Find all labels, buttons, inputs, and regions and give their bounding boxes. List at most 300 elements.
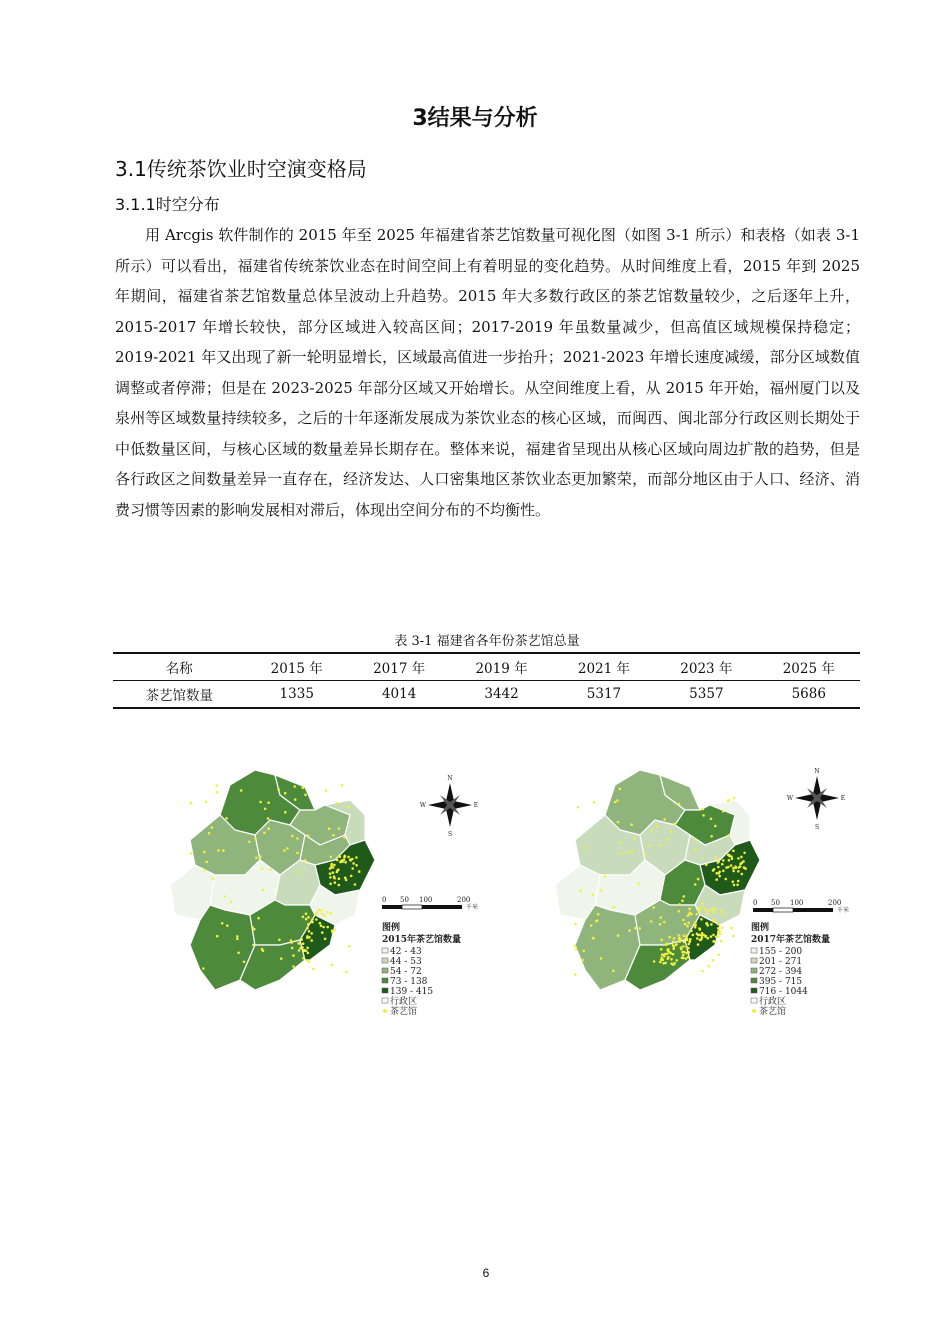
tea-house-point (574, 923, 577, 926)
table-header-cell: 2023 年 (680, 661, 733, 677)
legend-item-label: 139 - 415 (390, 987, 434, 997)
tea-house-point (262, 889, 265, 892)
tea-house-point (236, 935, 239, 938)
table-cell: 4014 (381, 686, 417, 702)
tea-house-point (284, 811, 287, 814)
tea-house-point (341, 860, 344, 863)
tea-house-point (633, 838, 636, 841)
tea-house-point (592, 937, 595, 940)
tea-house-point (702, 814, 705, 817)
tea-house-point (681, 951, 684, 954)
tea-house-point (673, 823, 676, 826)
tea-house-point (217, 849, 220, 852)
tea-house-point (339, 861, 342, 864)
legend-swatch (751, 958, 757, 963)
tea-house-point (653, 960, 656, 963)
tea-house-point (717, 927, 720, 930)
data-table (113, 652, 860, 709)
tea-house-point (358, 870, 361, 873)
compass-n-label: N (814, 768, 820, 775)
tea-house-point (717, 861, 720, 864)
tea-house-point (727, 866, 730, 869)
map-2017 (545, 765, 875, 1045)
tea-house-point (307, 834, 310, 837)
scale-label-100: 100 (790, 899, 804, 907)
tea-house-point (717, 923, 720, 926)
map-2015 (160, 765, 490, 1035)
tea-house-point (737, 870, 740, 873)
tea-house-point (695, 848, 698, 851)
tea-house-point (296, 837, 299, 840)
tea-house-point (686, 925, 689, 928)
tea-house-point (302, 916, 305, 919)
tea-house-point (352, 862, 355, 865)
legend-item-label: 155 - 200 (759, 947, 803, 957)
scale-label-0: 0 (382, 896, 387, 904)
tea-house-point (740, 856, 743, 859)
table-header-cell: 2015 年 (270, 661, 323, 677)
tea-house-point (687, 947, 690, 950)
scale-bar (382, 896, 478, 911)
tea-house-point (267, 827, 270, 830)
tea-house-point (267, 801, 270, 804)
tea-house-point (660, 939, 663, 942)
map-legend (751, 921, 830, 1017)
tea-house-point (292, 954, 295, 957)
scale-label-0: 0 (753, 899, 758, 907)
tea-house-point (688, 907, 691, 910)
legend-item-label: 行政区 (390, 997, 418, 1007)
tea-house-point (290, 939, 293, 942)
tea-house-point (336, 871, 339, 874)
tea-house-point (590, 924, 593, 927)
map-legend (382, 921, 461, 1017)
tea-house-point (673, 937, 676, 940)
tea-house-point (714, 825, 717, 828)
tea-house-point (304, 859, 307, 862)
legend-item-label: 茶艺馆 (390, 1007, 418, 1017)
tea-house-point (305, 913, 308, 916)
tea-house-point (733, 884, 736, 887)
tea-house-point (319, 922, 322, 925)
tea-house-point (329, 872, 332, 875)
legend-item-label: 54 - 72 (390, 967, 422, 977)
tea-house-point (715, 856, 718, 859)
tea-house-point (684, 923, 687, 926)
tea-house-point (732, 935, 735, 938)
tea-house-point (699, 939, 702, 942)
tea-house-point (237, 952, 240, 955)
table-caption: 表 3-1 福建省各年份茶艺馆总量 (394, 634, 580, 649)
tea-house-point (698, 934, 701, 937)
tea-house-point (659, 961, 662, 964)
tea-house-point (257, 917, 260, 920)
tea-house-point (297, 871, 300, 874)
tea-house-point (722, 870, 725, 873)
tea-house-point (222, 849, 225, 852)
table-header-row (113, 653, 860, 681)
tea-house-point (733, 797, 736, 800)
tea-house-point (269, 868, 272, 871)
tea-house-point (731, 857, 734, 860)
tea-house-point (715, 936, 718, 939)
tea-house-point (688, 951, 691, 954)
tea-house-point (732, 850, 735, 853)
tea-house-point (744, 867, 747, 870)
legend-item-label: 272 - 394 (759, 967, 803, 977)
tea-house-point (277, 788, 280, 791)
legend-swatch (751, 948, 757, 953)
tea-house-point (322, 926, 325, 929)
tea-house-point (263, 832, 266, 835)
tea-house-point (666, 953, 669, 956)
tea-house-point (628, 929, 631, 932)
tea-house-point (737, 857, 740, 860)
tea-house-point (216, 935, 219, 938)
tea-house-point (320, 925, 323, 928)
tea-house-point (718, 875, 721, 878)
tea-house-point (221, 922, 224, 925)
tea-house-point (315, 918, 318, 921)
tea-house-point (293, 785, 296, 788)
tea-house-point (278, 939, 281, 942)
tea-house-point (678, 934, 681, 937)
tea-house-point (251, 926, 254, 929)
tea-house-point (334, 881, 337, 884)
tea-house-point (216, 791, 219, 794)
tea-house-point (696, 932, 699, 935)
tea-house-point (656, 825, 659, 828)
tea-house-point (580, 889, 583, 892)
tea-house-point (722, 859, 725, 862)
tea-house-point (312, 968, 315, 971)
tea-house-point (581, 959, 584, 962)
scale-label-200: 200 (457, 896, 471, 904)
tea-house-point (668, 936, 671, 939)
tea-house-point (326, 926, 329, 929)
tea-house-point (321, 912, 324, 915)
tea-house-point (315, 913, 318, 916)
tea-house-point (719, 933, 722, 936)
tea-house-point (667, 948, 670, 951)
tea-house-point (730, 855, 733, 858)
tea-house-point (700, 934, 703, 937)
tea-house-point (717, 935, 720, 938)
tea-house-point (660, 948, 663, 951)
tea-house-point (721, 912, 724, 915)
tea-house-point (577, 806, 580, 809)
tea-house-point (344, 877, 347, 880)
legend-point-swatch (752, 1009, 756, 1013)
compass-e-label: E (473, 802, 479, 809)
tea-house-point (721, 927, 724, 930)
tea-house-point (667, 957, 670, 960)
scale-label-50: 50 (771, 899, 780, 907)
tea-house-point (732, 867, 735, 870)
tea-house-point (737, 880, 740, 883)
tea-house-point (325, 789, 328, 792)
tea-house-point (663, 954, 666, 957)
table-header-cell: 2021 年 (577, 661, 631, 677)
tea-house-point (695, 913, 698, 916)
tea-house-point (730, 927, 733, 930)
tea-house-point (688, 913, 691, 916)
legend-swatch (751, 968, 757, 973)
tea-house-point (710, 835, 713, 838)
tea-house-point (662, 962, 665, 965)
tea-house-point (341, 784, 344, 787)
tea-house-point (699, 908, 702, 911)
tea-house-point (345, 971, 348, 974)
tea-house-point (349, 859, 352, 862)
tea-house-point (318, 909, 321, 912)
tea-house-point (292, 965, 295, 968)
tea-house-point (574, 973, 577, 976)
tea-house-point (713, 911, 716, 914)
map-2017-figure (545, 765, 875, 1045)
tea-house-point (743, 852, 746, 855)
tea-house-point (337, 868, 340, 871)
tea-house-point (675, 944, 678, 947)
tea-house-point (682, 935, 685, 938)
tea-house-point (355, 864, 358, 867)
tea-house-point (670, 958, 673, 961)
tea-house-point (683, 941, 686, 944)
tea-house-point (683, 895, 686, 898)
tea-house-point (675, 959, 678, 962)
tea-house-point (307, 952, 310, 955)
tea-house-point (701, 936, 704, 939)
tea-house-point (310, 939, 313, 942)
legend-item-label: 44 - 53 (390, 957, 422, 967)
tea-house-point (693, 838, 696, 841)
tea-house-point (704, 907, 707, 910)
tea-house-point (283, 849, 286, 852)
legend-swatch (382, 968, 388, 973)
table-header-cell: 2017 年 (373, 661, 426, 677)
tea-house-point (215, 784, 218, 787)
tea-house-point (712, 920, 715, 923)
legend-swatch (382, 978, 388, 983)
tea-house-point (575, 948, 578, 951)
tea-house-point (701, 970, 704, 973)
tea-house-point (730, 864, 733, 867)
legend-swatch (382, 958, 388, 963)
tea-house-point (706, 913, 709, 916)
tea-house-point (267, 817, 270, 820)
legend-subtitle: 2017年茶艺馆数量 (751, 935, 831, 945)
legend-swatch (751, 978, 757, 983)
tea-house-point (690, 930, 693, 933)
tea-house-point (714, 907, 717, 910)
tea-house-point (264, 808, 267, 811)
tea-house-point (307, 923, 310, 926)
tea-house-point (698, 910, 701, 913)
tea-house-point (338, 877, 341, 880)
tea-house-point (323, 915, 326, 918)
tea-house-point (692, 934, 695, 937)
table-cell: 茶艺馆数量 (145, 688, 214, 704)
tea-house-point (328, 827, 331, 830)
legend-item-label: 201 - 271 (759, 957, 803, 967)
tea-house-point (681, 900, 684, 903)
tea-house-point (659, 923, 662, 926)
section-title: 3.1传统茶饮业时空演变格局 (115, 157, 367, 181)
tea-house-point (620, 842, 623, 845)
legend-item-label: 茶艺馆 (759, 1007, 787, 1017)
tea-house-point (732, 880, 735, 883)
tea-house-point (696, 937, 699, 940)
tea-house-point (687, 943, 690, 946)
tea-house-point (727, 834, 730, 837)
tea-house-point (261, 867, 264, 870)
tea-house-point (350, 875, 353, 878)
tea-house-point (682, 945, 685, 948)
tea-house-point (252, 944, 255, 947)
tea-house-point (663, 818, 666, 821)
legend-item-label: 行政区 (759, 997, 787, 1007)
tea-house-point (333, 875, 336, 878)
tea-house-point (326, 911, 329, 914)
tea-house-point (728, 859, 731, 862)
tea-house-point (243, 961, 246, 964)
compass-w-label: W (786, 795, 794, 802)
tea-house-point (706, 922, 709, 925)
tea-house-point (331, 929, 334, 932)
compass-s-label: S (447, 831, 453, 838)
fujian-districts (170, 770, 375, 990)
page-number: 6 (482, 1266, 490, 1280)
tea-house-point (680, 948, 683, 951)
tea-house-point (296, 852, 299, 855)
tea-house-point (236, 938, 239, 941)
tea-house-point (212, 878, 215, 881)
tea-house-point (678, 941, 681, 944)
tea-house-point (348, 945, 351, 948)
tea-house-point (617, 934, 620, 937)
tea-house-point (706, 910, 709, 913)
tea-house-point (225, 817, 228, 820)
tea-house-point (703, 934, 706, 937)
tea-house-point (600, 889, 603, 892)
tea-house-point (673, 962, 676, 965)
tea-house-point (329, 867, 332, 870)
tea-house-point (705, 864, 708, 867)
tea-house-point (351, 867, 354, 870)
tea-house-point (732, 870, 735, 873)
tea-house-point (612, 970, 615, 973)
tea-house-point (332, 866, 335, 869)
tea-house-point (330, 912, 333, 915)
tea-house-point (694, 924, 697, 927)
tea-house-point (694, 921, 697, 924)
tea-house-point (583, 950, 586, 953)
tea-house-point (339, 855, 342, 858)
tea-house-point (707, 937, 710, 940)
legend-item-label: 716 - 1044 (759, 987, 808, 997)
tea-house-point (306, 947, 309, 950)
tea-house-point (298, 949, 301, 952)
tea-house-point (205, 801, 208, 804)
compass-n-label: N (447, 775, 453, 782)
tea-house-point (336, 859, 339, 862)
tea-house-point (617, 821, 620, 824)
tea-house-point (637, 882, 640, 885)
tea-house-point (308, 936, 311, 939)
tea-house-point (280, 957, 283, 960)
table-header-cell: 2019 年 (475, 661, 528, 677)
tea-house-point (712, 959, 715, 962)
compass-rose (787, 768, 845, 831)
tea-house-point (672, 948, 675, 951)
legend-title: 图例 (751, 923, 770, 933)
tea-house-point (595, 920, 598, 923)
scale-label-200: 200 (828, 899, 842, 907)
tea-house-point (308, 930, 311, 933)
fujian-districts (555, 770, 760, 990)
tea-house-point (689, 938, 692, 941)
tea-house-point (735, 867, 738, 870)
tea-house-point (711, 909, 714, 912)
tea-house-point (670, 830, 673, 833)
tea-house-point (678, 910, 681, 913)
tea-house-point (338, 884, 341, 887)
tea-house-point (620, 852, 623, 855)
tea-house-point (712, 869, 715, 872)
tea-house-point (697, 943, 700, 946)
tea-house-point (304, 794, 307, 797)
tea-house-point (208, 832, 211, 835)
tea-house-point (294, 798, 297, 801)
tea-house-point (604, 875, 607, 878)
compass-e-label: E (840, 795, 846, 802)
tea-house-point (298, 942, 301, 945)
tea-house-point (682, 919, 685, 922)
tea-house-point (736, 884, 739, 887)
tea-house-point (310, 932, 313, 935)
tea-house-point (230, 901, 233, 904)
table-cell: 5686 (791, 686, 826, 702)
tea-house-point (694, 883, 697, 886)
tea-house-point (311, 918, 314, 921)
legend-swatch (751, 988, 757, 993)
tea-house-point (710, 923, 713, 926)
tea-house-point (659, 844, 662, 847)
scale-label-50: 50 (400, 896, 409, 904)
chapter-title: 3结果与分析 (412, 106, 538, 131)
tea-house-point (712, 940, 715, 943)
tea-house-point (685, 957, 688, 960)
body-paragraph: 用 Arcgis 软件制作的 2015 年至 2025 年福建省茶艺馆数量可视化图（如图 3-1 所示）和表格（如表 3-1 所示）可以看出，福建省传统茶饮业态在时间空间上有着明显的变化趋势。从时间维度上看，2015 年到 2025 年期间，福建省茶艺馆数量总体呈波动上升趋势。2015 年大多数行政区的茶艺馆数量较少，之后逐年上升，2015-2017 年增长较快，部分区域进入较高区间；2017-2019 年虽数量减少，但高值区域规模保持稳定；2019-2021 年又出现了新一轮明显增长，区域最高值进一步抬升；2021-2023 年增长速度减缓，部分区域数值调整或者停滞；但是在 2023-2025 年部分区域又开始增长。从空间维度上看，从 2015 年开始，福州厦门以及泉州等区域数量持续较多，之后的十年逐渐发展成为茶饮业态的核心区域，而闽西、闽北部分行政区则长期处于中低数量区间，与核心区域的数量差异长期存在。整体来说，福建省呈现出从核心区域向周边扩散的趋势，但是各行政区之间数量差异一直存在，经济发达、人口密集地区茶饮业态更加繁荣，而部分地区由于人口、经济、消费习惯等因素的影响发展相对滞后，体现出空间分布的不均衡性。 (115, 226, 860, 519)
tea-house-point (725, 878, 728, 881)
tea-house-point (662, 958, 665, 961)
tea-house-point (694, 926, 697, 929)
tea-house-point (302, 957, 305, 960)
tea-house-point (644, 853, 647, 856)
tea-house-point (681, 956, 684, 959)
tea-house-point (687, 922, 690, 925)
tea-house-point (720, 909, 723, 912)
tea-house-point (223, 895, 226, 898)
tea-house-point (311, 921, 314, 924)
tea-house-point (338, 827, 341, 830)
table-header-cell: 2025 年 (782, 661, 835, 677)
tea-house-point (261, 948, 264, 951)
tea-house-point (672, 940, 675, 943)
subsection-title: 3.1.1时空分布 (115, 195, 220, 214)
tea-house-point (284, 792, 287, 795)
tea-house-point (619, 788, 622, 791)
